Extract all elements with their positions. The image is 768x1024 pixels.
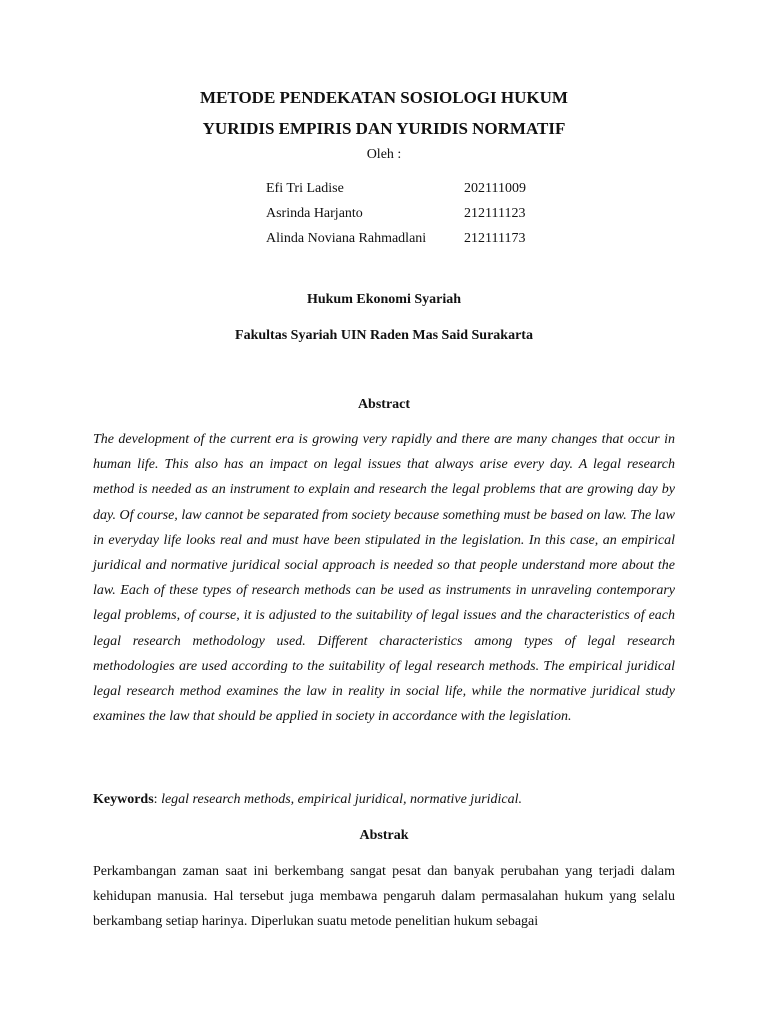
title-line-2: YURIDIS EMPIRIS DAN YURIDIS NORMATIF [202, 119, 566, 138]
keywords-values: legal research methods, empirical juridical, normative juridical. [161, 792, 523, 807]
author-list [266, 180, 566, 255]
author-name: Efi Tri Ladise [266, 181, 344, 196]
abstract-heading: Abstract [357, 397, 411, 412]
abstract-text: The development of the current era is growing very rapidly and there are many changes that occur in human life. This also has an impact on legal issues that always arise every day. A legal research method is needed as an instrument to explain and research the legal problems that are growing day by day. Of course, law cannot be separated from society because something must be based on law. The law in everyday life looks real and must have been stipulated in the legislation. In this case, an empirical juridical and normative juridical social approach is needed so that people understand more about the law. Each of these types of research methods can be used as instruments in unraveling contemporary legal problems, of course, it is adjusted to the suitability of legal issues and the characteristics of each legal research methodology used. Different characteristics among types of legal research methodologies are used according to the suitability of legal research methods. The empirical juridical legal research method examines the law in reality in social life, while the normative juridical study examines the law that should be applied in society in accordance with the legislation. [93, 432, 675, 725]
author-name: Alinda Noviana Rahmadlani [266, 231, 427, 246]
keywords-label: Keywords [93, 792, 154, 807]
author-nim: 212111173 [464, 231, 526, 246]
by-label: Oleh : [366, 147, 402, 162]
title-line-1: METODE PENDEKATAN SOSIOLOGI HUKUM [200, 88, 568, 107]
author-name: Asrinda Harjanto [266, 206, 363, 221]
abstrak-text: Perkambangan zaman saat ini berkembang sangat pesat dan banyak perubahan yang terjadi dalam kehidupan manusia. Hal tersebut juga membawa pengaruh dalam permasalahan hukum yang selalu berkambang setiap harinya. Diperlukan suatu metode penelitian hukum sebagai [93, 864, 675, 930]
keywords-separator: : [153, 792, 162, 807]
faculty-name: Fakultas Syariah UIN Raden Mas Said Surakarta [235, 328, 533, 343]
author-nim: 212111123 [464, 206, 526, 221]
abstrak-heading: Abstrak [359, 828, 409, 843]
author-row [266, 230, 566, 255]
keywords-line [93, 789, 675, 811]
study-program: Hukum Ekonomi Syariah [306, 292, 462, 307]
author-row [266, 205, 566, 230]
author-row [266, 180, 566, 205]
author-nim: 202111009 [464, 181, 526, 196]
